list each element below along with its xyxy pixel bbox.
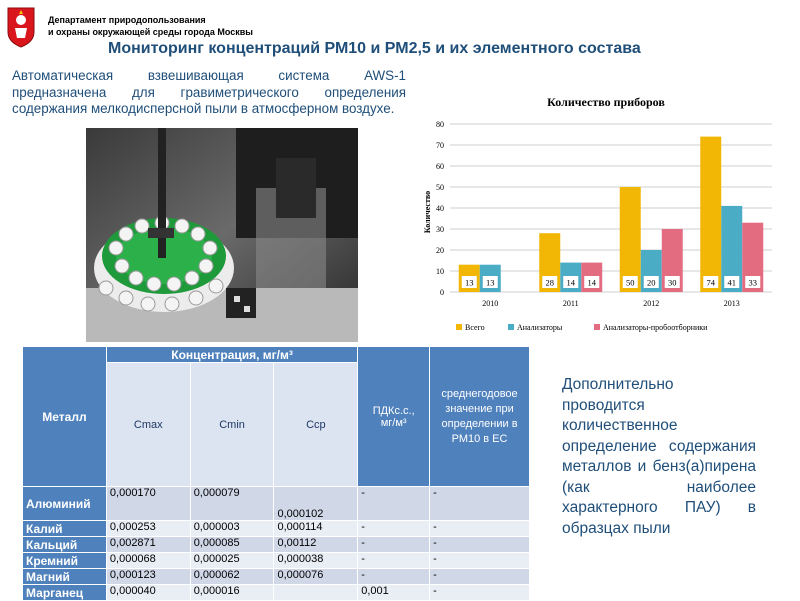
side-note-text: Дополнительно проводится количественное определение содержания металлов и бенз(а)пирена (как наиболее характерного ПАУ) в образцах пыли: [562, 376, 756, 537]
cmin-cell: 0,000016: [190, 585, 274, 601]
eu-average-cell: -: [430, 553, 530, 569]
col-header-pdk: [358, 347, 430, 487]
y-tick-label: 70: [436, 141, 444, 150]
legend-swatch: [508, 324, 514, 330]
csr-cell: 0,000038: [274, 553, 358, 569]
bar: [700, 137, 721, 292]
cmax-cell: 0,000123: [106, 569, 190, 585]
col-header-concentration: Концентрация, мг/м³: [106, 347, 357, 363]
metal-name-cell: Марганец: [23, 585, 107, 601]
metal-name-cell: Калий: [23, 521, 107, 537]
intro-text: Автоматическая взвешивающая система AWS-1 предназначена для гравиметрического определения содержания мелкодисперсной пыли в атмосферном воздухе.: [12, 68, 406, 116]
data-label: 13: [486, 277, 495, 288]
col-header-cmin: Cmin: [190, 363, 274, 487]
pdk-cell: -: [358, 521, 430, 537]
pdk-cell: 0,001: [358, 585, 430, 601]
pdk-cell: -: [358, 553, 430, 569]
legend-swatch: [456, 324, 462, 330]
eu-average-cell: -: [430, 537, 530, 553]
pdk-cell: -: [358, 569, 430, 585]
x-tick-label: 2010: [482, 299, 499, 308]
data-label: 20: [647, 277, 656, 288]
cmin-cell: 0,000062: [190, 569, 274, 585]
cmin-cell: 0,000003: [190, 521, 274, 537]
metal-name-cell: Алюминий: [23, 487, 107, 521]
data-label: 13: [465, 277, 474, 288]
instrument-count-chart: [420, 88, 792, 340]
department-line-2: и охраны окружающей среды города Москвы: [48, 27, 253, 37]
y-tick-label: 20: [436, 246, 444, 255]
data-label: 28: [545, 277, 554, 288]
csr-cell: [274, 585, 358, 601]
y-tick-label: 30: [436, 225, 444, 234]
department-name: [48, 14, 253, 38]
y-tick-label: 60: [436, 162, 444, 171]
page-title: Мониторинг концентраций РМ10 и РМ2,5 и их элементного состава: [108, 40, 641, 57]
csr-cell: 0,000114: [274, 521, 358, 537]
col-header-pdk-text: ПДКс.с., мг/м³: [372, 404, 415, 429]
table-row: [23, 521, 530, 537]
csr-cell: 0,000102: [274, 487, 358, 521]
x-tick-label: 2013: [723, 299, 740, 308]
csr-cell: 0,00112: [274, 537, 358, 553]
legend-label: Анализаторы-пробоотборники: [603, 323, 708, 332]
eu-average-cell: -: [430, 487, 530, 521]
y-tick-label: 10: [436, 267, 444, 276]
col-header-csr: Cср: [274, 363, 358, 487]
cmax-cell: 0,000253: [106, 521, 190, 537]
table-body: [23, 487, 530, 601]
pdk-cell: -: [358, 537, 430, 553]
table-row: [23, 569, 530, 585]
moscow-coat-of-arms-icon: [6, 6, 36, 48]
data-label: 33: [748, 277, 757, 288]
legend-swatch: [594, 324, 600, 330]
x-tick-label: 2012: [643, 299, 660, 308]
col-header-metal: Металл: [23, 347, 107, 487]
data-label: 74: [706, 277, 715, 288]
metals-table: [22, 346, 530, 601]
cmax-cell: 0,000170: [106, 487, 190, 521]
pdk-cell: -: [358, 487, 430, 521]
y-tick-label: 80: [436, 120, 444, 129]
metal-name-cell: Магний: [23, 569, 107, 585]
chart-title: Количество приборов: [547, 95, 665, 109]
csr-cell: 0,000076: [274, 569, 358, 585]
chart-y-axis-label: Количество: [423, 190, 432, 234]
legend-label: Анализаторы: [517, 323, 563, 332]
cmin-cell: 0,000025: [190, 553, 274, 569]
y-tick-label: 0: [440, 288, 444, 297]
data-label: 50: [626, 277, 635, 288]
table-row: [23, 585, 530, 601]
x-tick-label: 2011: [562, 299, 579, 308]
col-header-eu-average: среднегодовое значение при определении в РМ10 в ЕС: [430, 347, 530, 487]
department-line-1: Департамент природопользования: [48, 15, 206, 25]
table-row: [23, 487, 530, 521]
metal-name-cell: Кальций: [23, 537, 107, 553]
aws1-instrument-photo: [86, 128, 358, 342]
eu-average-cell: -: [430, 521, 530, 537]
y-tick-label: 50: [436, 183, 444, 192]
cmin-cell: 0,000079: [190, 487, 274, 521]
cmax-cell: 0,002871: [106, 537, 190, 553]
cmax-cell: 0,000068: [106, 553, 190, 569]
cmax-cell: 0,000040: [106, 585, 190, 601]
metal-name-cell: Кремний: [23, 553, 107, 569]
data-label: 14: [587, 277, 596, 288]
legend-label: Всего: [465, 323, 485, 332]
data-label: 30: [668, 277, 677, 288]
table-row: [23, 537, 530, 553]
data-label: 14: [566, 277, 575, 288]
eu-average-cell: -: [430, 585, 530, 601]
data-label: 41: [727, 277, 736, 288]
cmin-cell: 0,000085: [190, 537, 274, 553]
y-tick-label: 40: [436, 204, 444, 213]
eu-average-cell: -: [430, 569, 530, 585]
col-header-cmax: Cmax: [106, 363, 190, 487]
table-row: [23, 553, 530, 569]
